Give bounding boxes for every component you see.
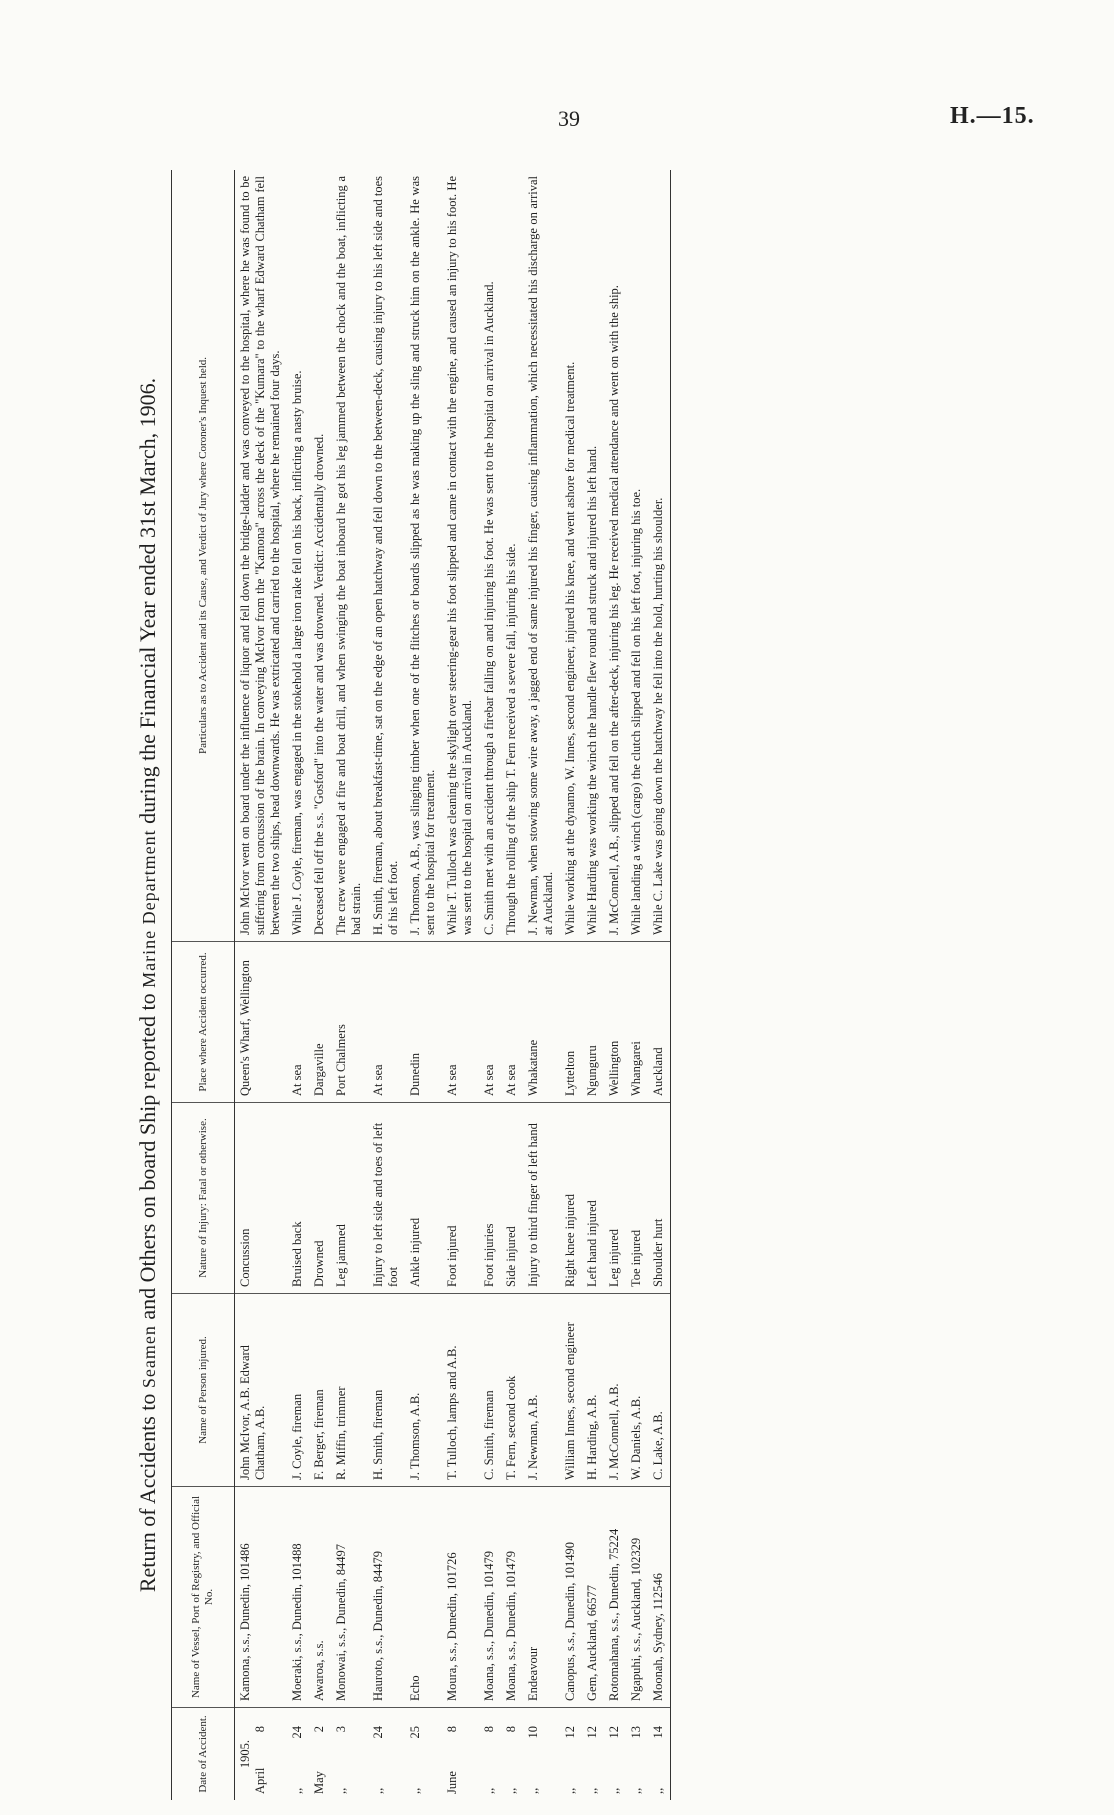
table-row bbox=[560, 170, 582, 1800]
cell-date bbox=[604, 1708, 626, 1801]
table-row bbox=[523, 170, 560, 1800]
date-month: ,, bbox=[334, 1787, 348, 1794]
cell-vessel: Ngapuhi, s.s., Auckland, 102329 bbox=[626, 1487, 648, 1708]
cell-place: At sea bbox=[479, 942, 501, 1103]
table-row bbox=[331, 170, 368, 1800]
cell-particulars: While working at the dynamo, W. Innes, second engineer, injured his knee, and went ashore for medical treatment. bbox=[560, 170, 582, 942]
date-month: ,, bbox=[563, 1787, 577, 1794]
document-series-code: H.—15. bbox=[950, 103, 1035, 129]
cell-date bbox=[479, 1708, 501, 1801]
cell-date bbox=[648, 1708, 671, 1801]
cell-nature: Left hand injured bbox=[582, 1103, 604, 1294]
title-seamen: Seamen bbox=[139, 1325, 159, 1389]
date-day: 8 bbox=[253, 1726, 267, 1733]
cell-place: At sea bbox=[287, 942, 309, 1103]
cell-vessel: Moana, s.s., Dunedin, 101479 bbox=[479, 1487, 501, 1708]
date-year: 1905. bbox=[238, 1739, 252, 1769]
cell-vessel: Hauroto, s.s., Dunedin, 84479 bbox=[368, 1487, 405, 1708]
cell-particulars: J. Thomson, A.B., was slinging timber when one of the flitches or boards slipped as he was making up the sling and struck him on the ankle. He was sent to the hospital for treatment. bbox=[405, 170, 442, 942]
table-header-row bbox=[172, 170, 235, 1800]
cell-vessel: Endeavour bbox=[523, 1487, 560, 1708]
cell-person: J. Thomson, A.B. bbox=[405, 1294, 442, 1487]
cell-place: At sea bbox=[368, 942, 405, 1103]
cell-particulars: While T. Tulloch was cleaning the skylight over steering-gear his foot slipped and came in contact with the engine, and caused an injury to his foot. He was sent to the hospital on arrival in Auckland. bbox=[442, 170, 479, 942]
cell-vessel: Echo bbox=[405, 1487, 442, 1708]
table-row bbox=[648, 170, 671, 1800]
cell-nature: Foot injuries bbox=[479, 1103, 501, 1294]
date-day: 24 bbox=[371, 1726, 385, 1739]
cell-person: C. Lake, A.B. bbox=[648, 1294, 671, 1487]
date-day: 8 bbox=[504, 1726, 518, 1733]
cell-date bbox=[501, 1708, 523, 1801]
date-month: April bbox=[253, 1767, 267, 1794]
table-row bbox=[287, 170, 309, 1800]
cell-vessel: Kamona, s.s., Dunedin, 101486 bbox=[235, 1487, 288, 1708]
cell-date bbox=[582, 1708, 604, 1801]
col-header-place: Place where Accident occurred. bbox=[172, 942, 235, 1103]
cell-nature: Right knee injured bbox=[560, 1103, 582, 1294]
cell-date bbox=[368, 1708, 405, 1801]
date-month: May bbox=[312, 1771, 326, 1794]
cell-place: Queen's Wharf, Wellington bbox=[235, 942, 288, 1103]
date-month: June bbox=[445, 1771, 459, 1794]
title-middle: and Others on board Ship reported to bbox=[135, 993, 160, 1320]
cell-particulars: John McIvor went on board under the influence of liquor and fell down the bridge-ladder and was conveyed to the hospital, where he was found to be suffering from concussion of the brain. In conveying McIvor from the "Kamona" across the deck of the "Kumara" to the wharf Edward Chatham fell between the two ships, head downwards. He was extricated and carried to the hospital, where he remained four days. bbox=[235, 170, 288, 942]
cell-person: H. Smith, fireman bbox=[368, 1294, 405, 1487]
col-header-particulars: Particulars as to Accident and its Cause, and Verdict of Jury where Coroner's Inquest held. bbox=[172, 170, 235, 942]
cell-vessel: Moeraki, s.s., Dunedin, 101488 bbox=[287, 1487, 309, 1708]
date-day: 10 bbox=[526, 1726, 540, 1739]
cell-vessel: Rotomahana, s.s., Dunedin, 75224 bbox=[604, 1487, 626, 1708]
date-month: ,, bbox=[629, 1787, 643, 1794]
cell-nature: Concussion bbox=[235, 1103, 288, 1294]
table-row bbox=[501, 170, 523, 1800]
date-month: ,, bbox=[607, 1787, 621, 1794]
cell-particulars: The crew were engaged at fire and boat drill, and when swinging the boat inboard he got his leg jammed between the chock and the boat, inflicting a bad strain. bbox=[331, 170, 368, 942]
cell-person: W. Daniels, A.B. bbox=[626, 1294, 648, 1487]
cell-date bbox=[331, 1708, 368, 1801]
cell-vessel: Canopus, s.s., Dunedin, 101490 bbox=[560, 1487, 582, 1708]
cell-place: Whakatane bbox=[523, 942, 560, 1103]
cell-person: J. Coyle, fireman bbox=[287, 1294, 309, 1487]
date-day: 8 bbox=[445, 1726, 459, 1733]
date-day: 24 bbox=[290, 1726, 304, 1739]
table-row bbox=[309, 170, 331, 1800]
cell-date bbox=[523, 1708, 560, 1801]
cell-date bbox=[442, 1708, 479, 1801]
cell-particulars: While C. Lake was going down the hatchway he fell into the hold, hurting his shoulder. bbox=[648, 170, 671, 942]
cell-place: Auckland bbox=[648, 942, 671, 1103]
date-month: ,, bbox=[290, 1787, 304, 1794]
page-number: 39 bbox=[558, 106, 580, 131]
cell-nature: Injury to third finger of left hand bbox=[523, 1103, 560, 1294]
cell-vessel: Moura, s.s., Dunedin, 101726 bbox=[442, 1487, 479, 1708]
date-day: 3 bbox=[334, 1726, 348, 1733]
cell-date bbox=[405, 1708, 442, 1801]
cell-particulars: H. Smith, fireman, about breakfast-time, sat on the edge of an open hatchway and fell down to the between-deck, causing injury to his left side and toes of his left foot. bbox=[368, 170, 405, 942]
col-header-nature: Nature of Injury: Fatal or otherwise. bbox=[172, 1103, 235, 1294]
cell-person: William Innes, second engineer bbox=[560, 1294, 582, 1487]
cell-particulars: J. McConnell, A.B., slipped and fell on the after-deck, injuring his leg. He received medical attendance and went on with the ship. bbox=[604, 170, 626, 942]
cell-person: R. Miffin, trimmer bbox=[331, 1294, 368, 1487]
date-month: ,, bbox=[585, 1787, 599, 1794]
table-row bbox=[626, 170, 648, 1800]
cell-particulars: Through the rolling of the ship T. Fern received a severe fall, injuring his side. bbox=[501, 170, 523, 942]
table-row bbox=[235, 170, 288, 1800]
col-header-person: Name of Person injured. bbox=[172, 1294, 235, 1487]
date-month: ,, bbox=[526, 1787, 540, 1794]
date-month: ,, bbox=[504, 1787, 518, 1794]
cell-nature: Side injured bbox=[501, 1103, 523, 1294]
table-row bbox=[582, 170, 604, 1800]
date-month: ,, bbox=[371, 1787, 385, 1794]
cell-place: At sea bbox=[501, 942, 523, 1103]
cell-place: Dunedin bbox=[405, 942, 442, 1103]
table-row bbox=[604, 170, 626, 1800]
cell-nature: Injury to left side and toes of left foot bbox=[368, 1103, 405, 1294]
table-row bbox=[479, 170, 501, 1800]
date-day: 12 bbox=[563, 1726, 577, 1739]
title-lead: Return of Accidents to bbox=[135, 1393, 160, 1593]
cell-place: Dargaville bbox=[309, 942, 331, 1103]
cell-nature: Foot injured bbox=[442, 1103, 479, 1294]
date-day: 12 bbox=[585, 1726, 599, 1739]
cell-particulars: C. Smith met with an accident through a firebar falling on and injuring his foot. He was sent to the hospital on arrival in Auckland. bbox=[479, 170, 501, 942]
table-row bbox=[368, 170, 405, 1800]
col-header-date: Date of Accident. bbox=[172, 1708, 235, 1801]
cell-particulars: While J. Coyle, fireman, was engaged in the stokehold a large iron rake fell on his back, inflicting a nasty bruise. bbox=[287, 170, 309, 942]
date-day: 2 bbox=[312, 1726, 326, 1733]
cell-place: Wellington bbox=[604, 942, 626, 1103]
date-day: 8 bbox=[482, 1726, 496, 1733]
cell-place: Port Chalmers bbox=[331, 942, 368, 1103]
cell-place: Whangarei bbox=[626, 942, 648, 1103]
cell-person: J. Newman, A.B. bbox=[523, 1294, 560, 1487]
cell-date bbox=[235, 1708, 288, 1801]
cell-nature: Leg jammed bbox=[331, 1103, 368, 1294]
cell-vessel: Moana, s.s., Dunedin, 101479 bbox=[501, 1487, 523, 1708]
cell-nature: Toe injured bbox=[626, 1103, 648, 1294]
cell-date bbox=[626, 1708, 648, 1801]
date-month: ,, bbox=[651, 1787, 665, 1794]
cell-place: At sea bbox=[442, 942, 479, 1103]
date-day: 13 bbox=[629, 1726, 643, 1739]
title-department: Marine Department bbox=[139, 829, 159, 988]
accidents-table bbox=[171, 170, 671, 1800]
cell-particulars: Deceased fell off the s.s. "Gosford" into the water and was drowned. Verdict: Accidentally drowned. bbox=[309, 170, 331, 942]
cell-date bbox=[287, 1708, 309, 1801]
cell-vessel: Moonah, Sydney, 112546 bbox=[648, 1487, 671, 1708]
cell-nature: Leg injured bbox=[604, 1103, 626, 1294]
cell-person: F. Berger, fireman bbox=[309, 1294, 331, 1487]
cell-nature: Bruised back bbox=[287, 1103, 309, 1294]
cell-particulars: While landing a winch (cargo) the clutch slipped and fell on his left foot, injuring his toe. bbox=[626, 170, 648, 942]
cell-person: T. Fern, second cook bbox=[501, 1294, 523, 1487]
cell-place: Ngunguru bbox=[582, 942, 604, 1103]
cell-person: H. Harding, A.B. bbox=[582, 1294, 604, 1487]
cell-person: T. Tulloch, lamps and A.B. bbox=[442, 1294, 479, 1487]
cell-vessel: Gem, Auckland, 66577 bbox=[582, 1487, 604, 1708]
cell-vessel: Awaroa, s.s. bbox=[309, 1487, 331, 1708]
col-header-vessel: Name of Vessel, Port of Registry, and Official No. bbox=[172, 1487, 235, 1708]
date-month: ,, bbox=[408, 1787, 422, 1794]
table-row bbox=[442, 170, 479, 1800]
table-title bbox=[125, 170, 171, 1800]
cell-person: John McIvor, A.B. Edward Chatham, A.B. bbox=[235, 1294, 288, 1487]
date-day: 14 bbox=[651, 1726, 665, 1739]
cell-person: C. Smith, fireman bbox=[479, 1294, 501, 1487]
date-day: 12 bbox=[607, 1726, 621, 1739]
cell-particulars: While Harding was working the winch the handle flew round and struck and injured his left hand. bbox=[582, 170, 604, 942]
date-month: ,, bbox=[482, 1787, 496, 1794]
cell-place: Lyttelton bbox=[560, 942, 582, 1103]
title-tail: during the Financial Year ended 31st March, 1906. bbox=[135, 377, 160, 824]
rotated-return-table bbox=[125, 170, 1085, 1800]
cell-nature: Ankle injured bbox=[405, 1103, 442, 1294]
cell-vessel: Monowai, s.s., Dunedin, 84497 bbox=[331, 1487, 368, 1708]
date-day: 25 bbox=[408, 1726, 422, 1739]
cell-nature: Shoulder hurt bbox=[648, 1103, 671, 1294]
cell-date bbox=[309, 1708, 331, 1801]
cell-person: J. McConnell, A.B. bbox=[604, 1294, 626, 1487]
cell-date bbox=[560, 1708, 582, 1801]
cell-nature: Drowned bbox=[309, 1103, 331, 1294]
cell-particulars: J. Newman, when stowing some wire away, a jagged end of same injured his finger, causing inflammation, which necessitated his discharge on arrival at Auckland. bbox=[523, 170, 560, 942]
table-row bbox=[405, 170, 442, 1800]
